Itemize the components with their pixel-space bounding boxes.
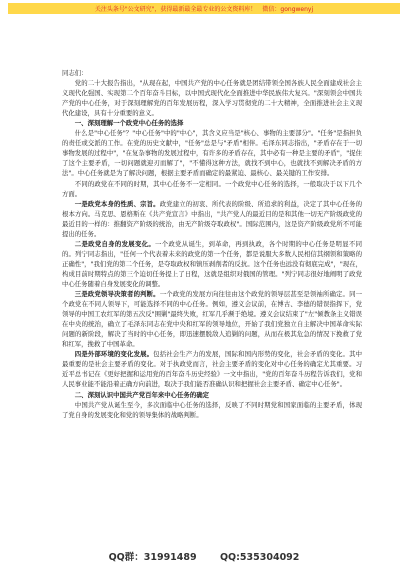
paragraph-lead: 三是政党领导决策者的判断。 (74, 290, 160, 299)
paragraph-text: 政党建立的初衷、所代表的阶级、所追求的利益，决定了其中心任务的根本方向。马克思、恩格斯在《共产党宣言》中指出，"共产党人的最近目的是和其他一切无产阶级政党的最近目的一样的：推翻资产阶级的统治，由无产阶级夺取政权"。国际范围内，这是资产阶级政党所不可能提出的任务。 (62, 199, 363, 238)
section-heading: 二、深刻认识中国共产党百年来中心任务的确定 (74, 390, 209, 399)
paragraph-text: 不同的政党在不同的时期，其中心任务不一定相同。一个政党中心任务的选择，一般取决于以下几个方面。 (62, 179, 362, 198)
paragraph-text: 党的二十大报告指出，"从现在起，中国共产党的中心任务就是团结带领全国各族人民全面建成社会主义现代化强国、实现第二个百年奋斗目标，以中国式现代化全面推进中华民族伟大复兴。"深刻领会中国共产党的中心任务，对于深刻理解党的百年发展历程，深入学习贯彻党的二十大精神，全面推进社会主义现代化建设，具有十分重要的意义。 (62, 79, 362, 118)
section-heading: 一、深刻理解一个政党中心任务的选择 (74, 119, 184, 128)
paragraph-text: 一个政党的发展方向往往由这个政党的领导层甚至是领袖所确定。同一个政党在不同人领导下，可能选择不同的中心任务。例如，遵义会议前，在博古、李德的错误指挥下，党领导的中国工农红军的第五次反"围剿"最终失败，红军几乎濒于绝境。遵义会议结束了"左"倾教条主义错误在中央的统治，确立了毛泽东同志在党中央和红军的领导地位，开始了我们党独立自主解决中国革命实际问题的新阶段，解决了当时的中心任务，即迅速摆脱敌人追剿的问题，从而在极其危急的情况下挽救了党和红军，挽救了中国革命。 (62, 290, 363, 349)
paragraph-text: 包括社会生产力的发展，国际和国内形势的变化，社会矛盾的变化。其中最重要的是社会主要矛盾的变化。对于执政党而言，社会主要矛盾的变化对中心任务的确定尤其重要。习近平总书记在《更好把握和运用党的百年奋斗历史经验》一文中指出，"党的百年奋斗历程告诉我们，党和人民事业能不能沿着正确方向前进，取决于我们能否准确认识和把握社会主要矛盾、确定中心任务"。 (62, 350, 363, 389)
paragraph-lead: 二是政党自身的发展变化。 (74, 239, 156, 248)
footer-qq: QQ:535304092 (219, 552, 300, 563)
banner-text: 关注头条号"公文研究"，获得最新最全最专业的公文资料库！ (94, 6, 257, 13)
paragraph (62, 239, 362, 289)
paragraph-text: 什么是"中心任务"？"中心任务"中的"中心"，其含义应当是"核心、事物的主要部分"。"任务"是指担负的责任或交派的工作。在党的历史文献中，"任务"总是与"矛盾"相伴。毛泽东同志指出，"矛盾存在于一切事物发展的过程中"，"在复杂事物的发展过程中，有许多的矛盾存在，其中必有一种是主要的矛盾"，"捉住了这个主要矛盾，一切问题就迎刃而解了"，"不懂得这种方法，就找不到中心，也就找不到解决矛盾的方法"。中心任务就是为了解决问题，根据主要矛盾而确定的最紧迫、最核心、最关键的工作安排。 (62, 129, 362, 178)
salutation: 同志们： (62, 69, 88, 77)
paragraph-text: 一个政党从诞生，到革命，再到执政，各个时期的中心任务是明显不同的。列宁同志指出，"任何一个代表着未来的政党的第一个任务，都是说服大多数人民相信其纲领和策略的正确性"，"我们党的第二个任务，是夺取政权和镇压剥削者的反抗。这个任务也远没有彻底完成"，"现在，构成目前时期特点的第三个迫切任务提上了日程，这就是组织对俄国的管理。"列宁同志很好地阐明了政党中心任务随着自身发展变化的调整。 (62, 239, 363, 288)
paragraph (62, 179, 362, 199)
footer-qq-group: QQ群：31991489 (108, 552, 197, 563)
paragraph (62, 400, 362, 420)
paragraph-text: 中国共产党从诞生至今，多次面临中心任务的选择，反映了不同时期党和国家面临的主要矛盾，体现了党自身的发展变化和党的领导集体的战略判断。 (62, 400, 362, 419)
paragraph (62, 349, 362, 389)
paragraph-lead: 一是政党本身的性质、宗旨。 (74, 199, 160, 208)
paragraph (62, 199, 362, 239)
top-banner (8, 3, 400, 14)
paragraph (62, 78, 362, 118)
document-body (62, 68, 362, 420)
paragraph (62, 289, 362, 349)
paragraph (62, 128, 362, 178)
paragraph-lead: 四是外部环境的变化发展。 (74, 350, 154, 359)
footer (0, 549, 408, 563)
banner-wechat: 微信：gongwenyj (262, 6, 314, 13)
